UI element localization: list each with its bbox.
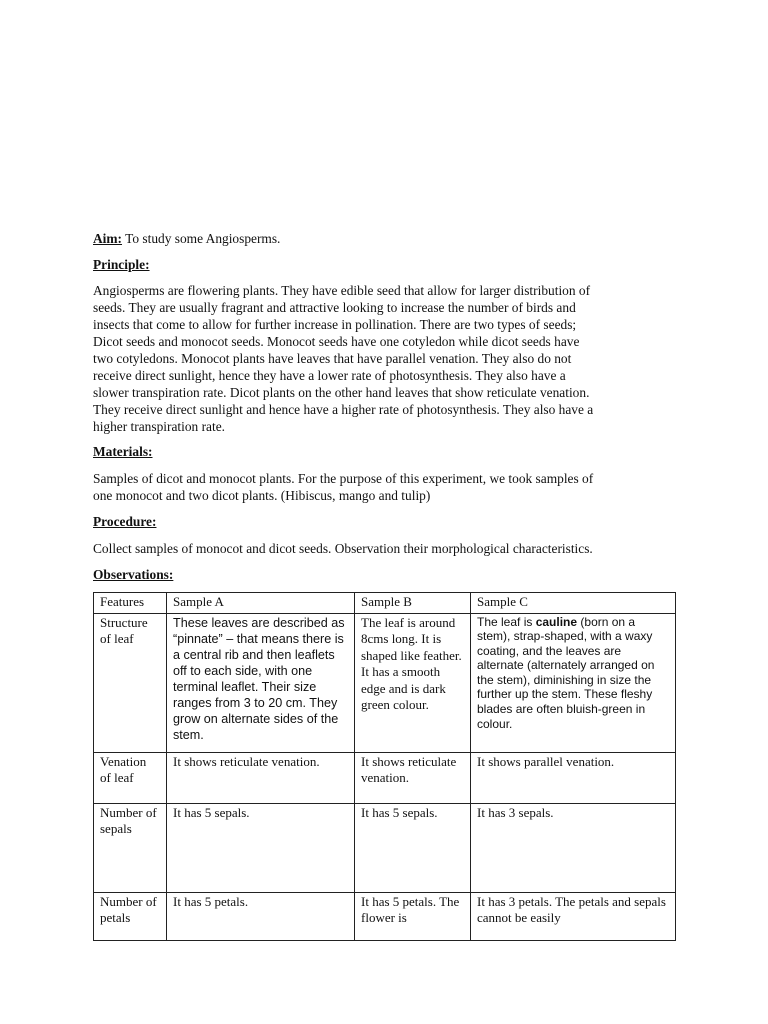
materials-line: Samples of dicot and monocot plants. For the purpose of this experiment, we took samples of (93, 471, 594, 486)
header-sample-a: Sample A (167, 593, 355, 614)
principle-line: They receive direct sunlight and hence have a higher rate of photosynthesis. They also have a (93, 402, 594, 417)
sample-c-text: (born on a stem), strap-shaped, with a waxy coating, and the leaves are alternate (alternately arranged on the stem), diminishing in size the further up the stem. These fleshy blades are often bluish-green in colour. (477, 614, 655, 731)
materials-heading: Materials: (93, 444, 153, 459)
sample-c-cell (471, 613, 676, 752)
sample-a-cell: It shows reticulate venation. (167, 752, 355, 803)
header-features: Features (94, 593, 167, 614)
materials-line: one monocot and two dicot plants. (Hibiscus, mango and tulip) (93, 488, 431, 503)
principle-line: slower transpiration rate. Dicot plants on the other hand leaves that show reticulate venation. (93, 385, 590, 400)
feature-cell: Number of sepals (94, 803, 167, 892)
sample-c-text: The leaf is (477, 614, 536, 629)
table-row (94, 752, 676, 803)
sample-c-cell: It shows parallel venation. (471, 752, 676, 803)
principle-line: seeds. They are usually fragrant and attractive looking to increase the number of birds and (93, 300, 576, 315)
sample-a-cell: It has 5 petals. (167, 892, 355, 940)
principle-line: Dicot seeds and monocot seeds. Monocot seeds have one cotyledon while dicot seeds have (93, 334, 580, 349)
observations-heading: Observations: (93, 567, 174, 582)
sample-a-cell: These leaves are described as “pinnate” – that means there is a central rib and then leaflets off to each side, with one terminal leaflet. Their size ranges from 3 to 20 cm. They grow on alternate sides of the stem. (167, 613, 355, 752)
aim-label: Aim: (93, 231, 123, 246)
sample-c-cell: It has 3 petals. The petals and sepals cannot be easily (471, 892, 676, 940)
feature-cell: Venation of leaf (94, 752, 167, 803)
sample-b-cell: The leaf is around 8cms long. It is shaped like feather. It has a smooth edge and is dark green colour. (355, 613, 471, 752)
principle-paragraph (93, 282, 678, 435)
table-row (94, 613, 676, 752)
sample-b-cell: It has 5 sepals. (355, 803, 471, 892)
header-sample-b: Sample B (355, 593, 471, 614)
materials-paragraph (93, 470, 678, 504)
feature-cell: Number of petals (94, 892, 167, 940)
principle-line: receive direct sunlight, hence they have a lower rate of photosynthesis. They also have a (93, 368, 566, 383)
sample-c-cell: It has 3 sepals. (471, 803, 676, 892)
table-row (94, 892, 676, 940)
principle-line: Angiosperms are flowering plants. They have edible seed that allow for larger distribution of (93, 283, 591, 298)
observations-table (93, 592, 676, 941)
table-header-row (94, 593, 676, 614)
procedure-text: Collect samples of monocot and dicot seeds. Observation their morphological characteristics. (93, 541, 593, 556)
header-sample-c: Sample C (471, 593, 676, 614)
principle-line: higher transpiration rate. (93, 419, 225, 434)
procedure-heading: Procedure: (93, 514, 157, 529)
principle-heading: Principle: (93, 257, 150, 272)
principle-line: two cotyledons. Monocot plants have leaves that have parallel venation. They also do not (93, 351, 572, 366)
sample-b-cell: It has 5 petals. The flower is (355, 892, 471, 940)
sample-b-cell: It shows reticulate venation. (355, 752, 471, 803)
table-row (94, 803, 676, 892)
aim-line (93, 230, 280, 247)
cauline-term: cauline (535, 614, 578, 629)
aim-text: To study some Angiosperms. (122, 231, 281, 246)
sample-a-cell: It has 5 sepals. (167, 803, 355, 892)
principle-line: insects that come to allow for further increase in pollination. There are two types of seeds; (93, 317, 577, 332)
feature-cell: Structure of leaf (94, 613, 167, 752)
